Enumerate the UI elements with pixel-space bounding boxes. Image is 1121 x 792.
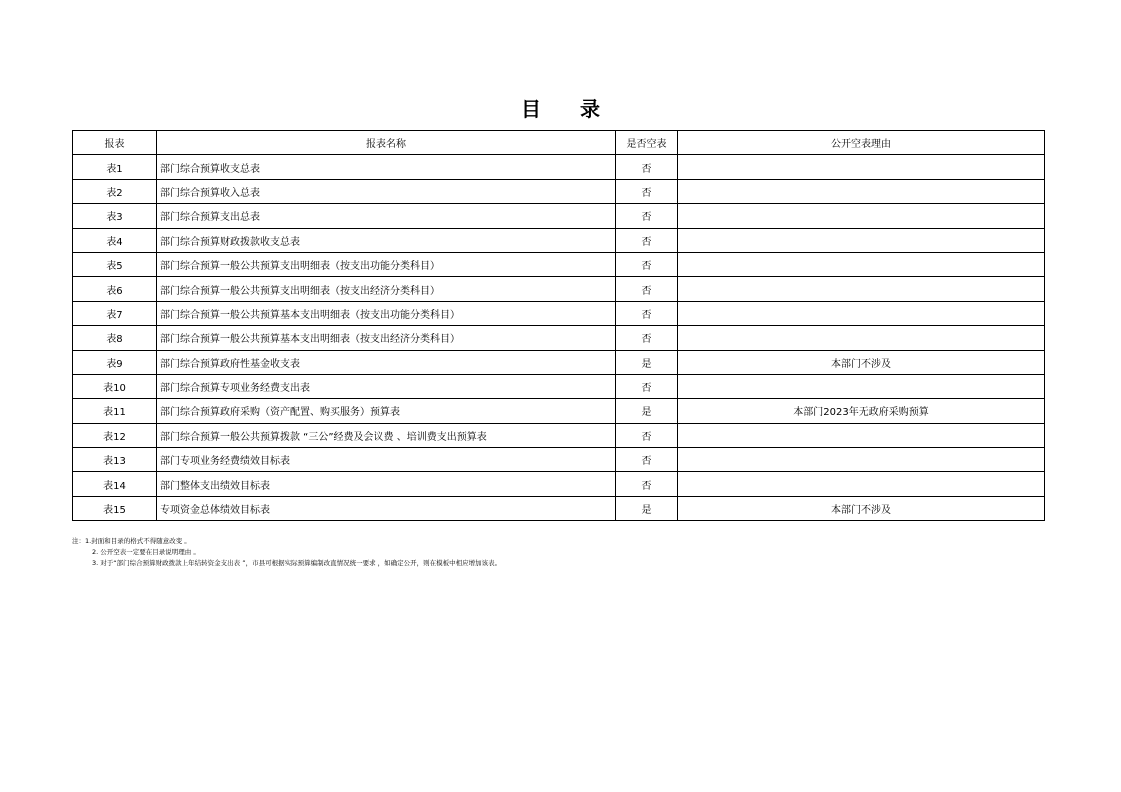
row-is-empty: 是 xyxy=(616,399,678,423)
row-name: 部门专项业务经费绩效目标表 xyxy=(157,448,616,472)
row-is-empty: 否 xyxy=(616,326,678,350)
note-line: 注：1.封面和目录的格式不得随意改变 。 xyxy=(72,537,191,545)
table-row xyxy=(73,228,1045,252)
header-reason: 公开空表理由 xyxy=(678,131,1045,155)
row-name: 部门综合预算财政拨款收支总表 xyxy=(157,228,616,252)
row-name: 部门综合预算一般公共预算支出明细表（按支出功能分类科目） xyxy=(157,252,616,276)
row-is-empty: 否 xyxy=(616,423,678,447)
row-name: 部门综合预算收支总表 xyxy=(157,155,616,179)
row-is-empty: 是 xyxy=(616,496,678,520)
row-name: 部门综合预算一般公共预算基本支出明细表（按支出经济分类科目） xyxy=(157,326,616,350)
header-name: 报表名称 xyxy=(157,131,616,155)
header-number: 报表 xyxy=(73,131,157,155)
row-number: 表5 xyxy=(73,252,157,276)
table-row xyxy=(73,204,1045,228)
row-is-empty: 否 xyxy=(616,472,678,496)
page-title: 目 录 xyxy=(521,97,616,121)
row-reason xyxy=(678,204,1045,228)
row-number: 表7 xyxy=(73,301,157,325)
row-name: 部门整体支出绩效目标表 xyxy=(157,472,616,496)
row-number: 表14 xyxy=(73,472,157,496)
row-is-empty: 是 xyxy=(616,350,678,374)
row-name: 部门综合预算一般公共预算支出明细表（按支出经济分类科目） xyxy=(157,277,616,301)
row-reason xyxy=(678,179,1045,203)
row-reason: 本部门不涉及 xyxy=(678,350,1045,374)
row-reason xyxy=(678,374,1045,398)
row-name: 部门综合预算政府性基金收支表 xyxy=(157,350,616,374)
row-number: 表15 xyxy=(73,496,157,520)
row-name: 部门综合预算支出总表 xyxy=(157,204,616,228)
row-number: 表2 xyxy=(73,179,157,203)
row-is-empty: 否 xyxy=(616,228,678,252)
row-number: 表8 xyxy=(73,326,157,350)
row-reason: 本部门2023年无政府采购预算 xyxy=(678,399,1045,423)
row-reason xyxy=(678,155,1045,179)
table-row xyxy=(73,496,1045,520)
row-is-empty: 否 xyxy=(616,277,678,301)
contents-table xyxy=(72,130,1045,521)
row-name: 专项资金总体绩效目标表 xyxy=(157,496,616,520)
row-is-empty: 否 xyxy=(616,252,678,276)
table-row xyxy=(73,277,1045,301)
note-line: 3. 对于“部门综合预算财政拨款上年结转资金支出表 ”，市县可根据实际预算编制改直情况统一要求 ，如确定公开，则在模板中相应增加该表。 xyxy=(92,559,502,567)
table-row xyxy=(73,423,1045,447)
row-reason: 本部门不涉及 xyxy=(678,496,1045,520)
row-number: 表1 xyxy=(73,155,157,179)
row-reason xyxy=(678,326,1045,350)
row-reason xyxy=(678,228,1045,252)
row-number: 表13 xyxy=(73,448,157,472)
row-is-empty: 否 xyxy=(616,155,678,179)
table-row xyxy=(73,374,1045,398)
notes xyxy=(72,536,501,569)
header-is-empty: 是否空表 xyxy=(616,131,678,155)
table-row xyxy=(73,472,1045,496)
row-is-empty: 否 xyxy=(616,448,678,472)
row-is-empty: 否 xyxy=(616,179,678,203)
row-number: 表10 xyxy=(73,374,157,398)
table-row xyxy=(73,155,1045,179)
row-name: 部门综合预算收入总表 xyxy=(157,179,616,203)
table-row xyxy=(73,179,1045,203)
row-name: 部门综合预算专项业务经费支出表 xyxy=(157,374,616,398)
row-reason xyxy=(678,448,1045,472)
row-is-empty: 否 xyxy=(616,301,678,325)
table-row xyxy=(73,448,1045,472)
table-row xyxy=(73,399,1045,423)
row-is-empty: 否 xyxy=(616,374,678,398)
table-row xyxy=(73,301,1045,325)
row-name: 部门综合预算一般公共预算拨款 “三公”经费及会议费 、培训费支出预算表 xyxy=(157,423,616,447)
row-number: 表12 xyxy=(73,423,157,447)
row-number: 表11 xyxy=(73,399,157,423)
table-header-row xyxy=(73,131,1045,155)
row-name: 部门综合预算政府采购（资产配置、购买服务）预算表 xyxy=(157,399,616,423)
row-reason xyxy=(678,472,1045,496)
row-is-empty: 否 xyxy=(616,204,678,228)
note-line: 2. 公开空表一定要在目录说明理由 。 xyxy=(92,548,200,556)
row-reason xyxy=(678,252,1045,276)
row-name: 部门综合预算一般公共预算基本支出明细表（按支出功能分类科目） xyxy=(157,301,616,325)
row-number: 表9 xyxy=(73,350,157,374)
row-reason xyxy=(678,423,1045,447)
row-number: 表4 xyxy=(73,228,157,252)
table-row xyxy=(73,326,1045,350)
row-reason xyxy=(678,277,1045,301)
row-reason xyxy=(678,301,1045,325)
table-row xyxy=(73,252,1045,276)
row-number: 表6 xyxy=(73,277,157,301)
row-number: 表3 xyxy=(73,204,157,228)
table-row xyxy=(73,350,1045,374)
